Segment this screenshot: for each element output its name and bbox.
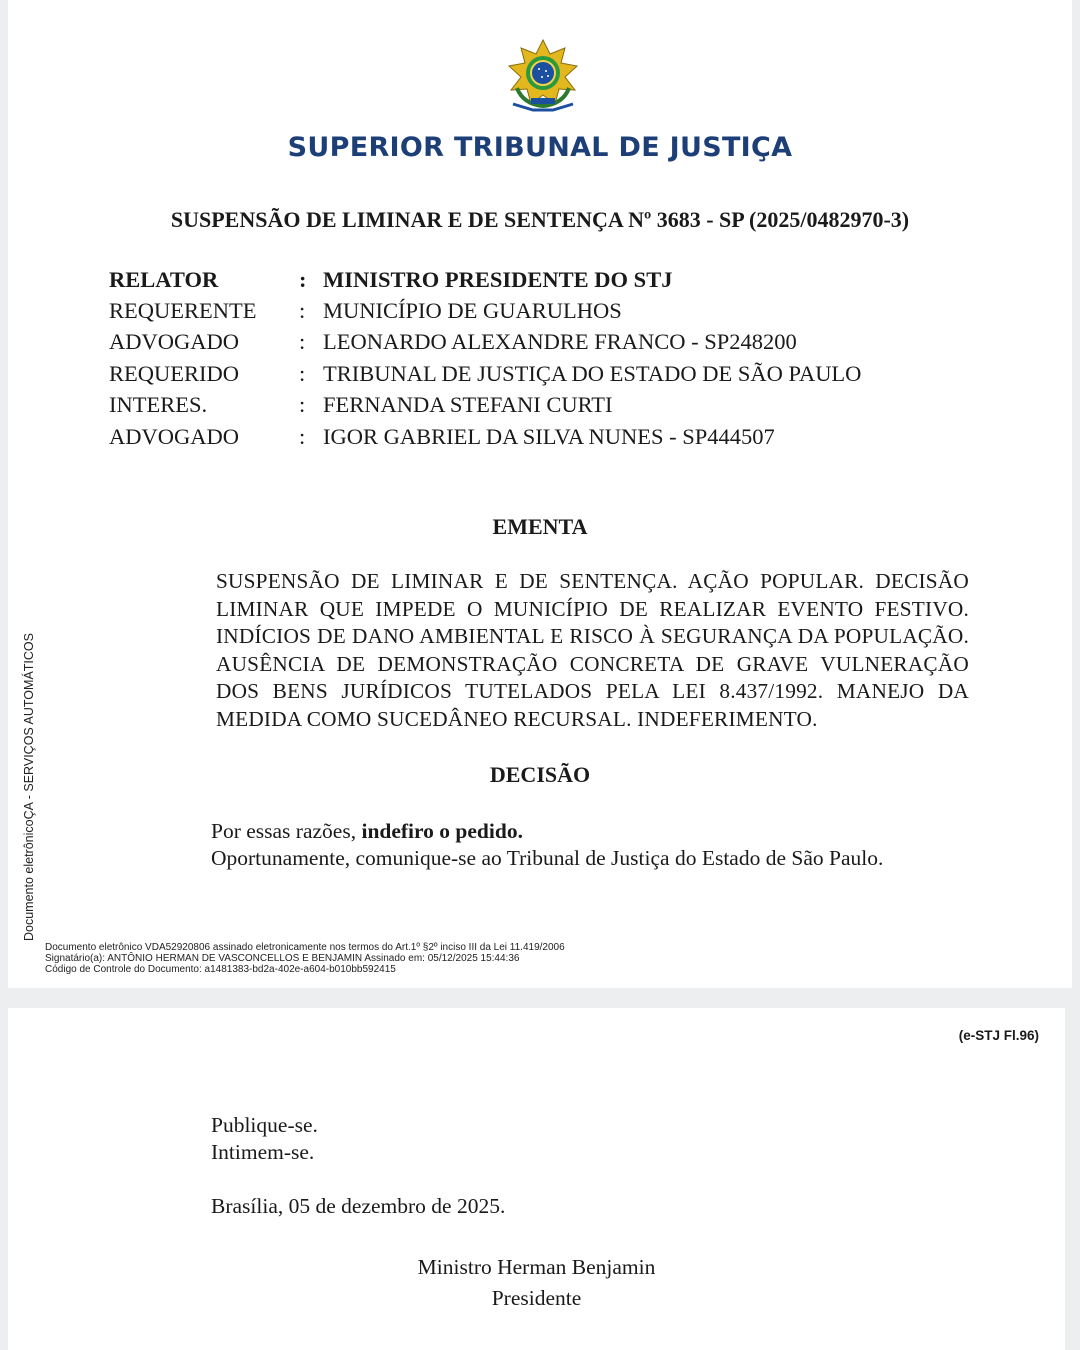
party-colon: : — [299, 360, 306, 386]
party-name: MUNICÍPIO DE GUARULHOS — [323, 298, 622, 324]
party-name: TRIBUNAL DE JUSTIÇA DO ESTADO DE SÃO PAULO — [323, 360, 862, 386]
decisao-line — [211, 818, 883, 845]
party-name: IGOR GABRIEL DA SILVA NUNES - SP444507 — [323, 423, 775, 449]
party-name: FERNANDA STEFANI CURTI — [323, 392, 613, 418]
party-role: INTERES. — [109, 392, 208, 418]
electronic-document-side-note: Documento eletrônicoÇA - SERVIÇOS AUTOMÁTICOS — [22, 633, 36, 941]
decisao-line: Oportunamente, comunique-se ao Tribunal de Justiça do Estado de São Paulo. — [211, 846, 884, 870]
closing-line: Intimem-se. — [211, 1140, 315, 1164]
party-role: REQUERENTE — [109, 298, 257, 324]
process-title: SUSPENSÃO DE LIMINAR E DE SENTENÇA Nº 3683 - SP (2025/0482970-3) — [170, 207, 910, 232]
party-colon: : — [299, 423, 306, 449]
signer-title: Presidente — [491, 1286, 582, 1310]
ementa-text: SUSPENSÃO DE LIMINAR E DE SENTENÇA. AÇÃO POPULAR. DECISÃO LIMINAR QUE IMPEDE O MUNICÍPIO DE REALIZAR EVENTO FESTIVO. INDÍCIOS DE DANO AMBIENTAL E RISCO À SEGURANÇA DA POPULAÇÃO. AUSÊNCIA DE DEMONSTRAÇÃO CONCRETA DE GRAVE VULNERAÇÃO DOS BENS JURÍDICOS TUTELADOS PELA LEI 8.437/1992. MANEJO DA MEDIDA COMO SUCEDÂNEO RECURSAL. INDEFERIMENTO. — [216, 569, 969, 731]
closing-line: Publique-se. — [211, 1113, 318, 1137]
party-role: RELATOR — [109, 266, 219, 292]
parties-table — [109, 264, 861, 452]
decisao-text — [211, 818, 883, 872]
metadata-line: Documento eletrônico VDA52920806 assinado eletronicamente nos termos do Art.1º §2º inciso III da Lei 11.419/2006 — [45, 942, 565, 953]
signature-metadata — [45, 942, 565, 975]
document-page-1 — [8, 0, 1072, 988]
party-name: MINISTRO PRESIDENTE DO STJ — [323, 266, 673, 292]
signer-name: Ministro Herman Benjamin — [417, 1255, 656, 1279]
decisao-ruling: indefiro o pedido. — [361, 819, 523, 843]
party-colon: : — [299, 266, 307, 292]
party-row — [109, 327, 861, 358]
party-colon: : — [299, 392, 306, 418]
party-role: REQUERIDO — [109, 360, 239, 386]
metadata-line: Signatário(a): ANTÔNIO HERMAN DE VASCONCELLOS E BENJAMIN Assinado em: 05/12/2025 15:44:36 — [45, 953, 520, 964]
party-row — [109, 264, 861, 295]
party-row — [109, 295, 861, 326]
page-reference: (e-STJ Fl.96) — [958, 1028, 1039, 1043]
document-page-2 — [8, 1008, 1065, 1350]
decisao-heading: DECISÃO — [489, 762, 591, 787]
closing-instructions — [211, 1112, 318, 1166]
decisao-prefix: Por essas razões, — [211, 819, 362, 843]
party-row — [109, 421, 861, 452]
party-role: ADVOGADO — [109, 423, 239, 449]
court-name: SUPERIOR TRIBUNAL DE JUSTIÇA — [287, 132, 793, 163]
party-role: ADVOGADO — [109, 329, 239, 355]
ementa-heading: EMENTA — [492, 514, 588, 539]
party-row — [109, 358, 861, 389]
party-name: LEONARDO ALEXANDRE FRANCO - SP248200 — [323, 329, 797, 355]
party-colon: : — [299, 298, 306, 324]
metadata-line: Código de Controle do Documento: a1481383-bd2a-402e-a604-b010bb592415 — [45, 964, 396, 975]
signature-block — [8, 1252, 1065, 1314]
date-line: Brasília, 05 de dezembro de 2025. — [211, 1194, 506, 1218]
party-row — [109, 390, 861, 421]
brazil-coat-of-arms-icon — [503, 38, 583, 114]
party-colon: : — [299, 329, 306, 355]
